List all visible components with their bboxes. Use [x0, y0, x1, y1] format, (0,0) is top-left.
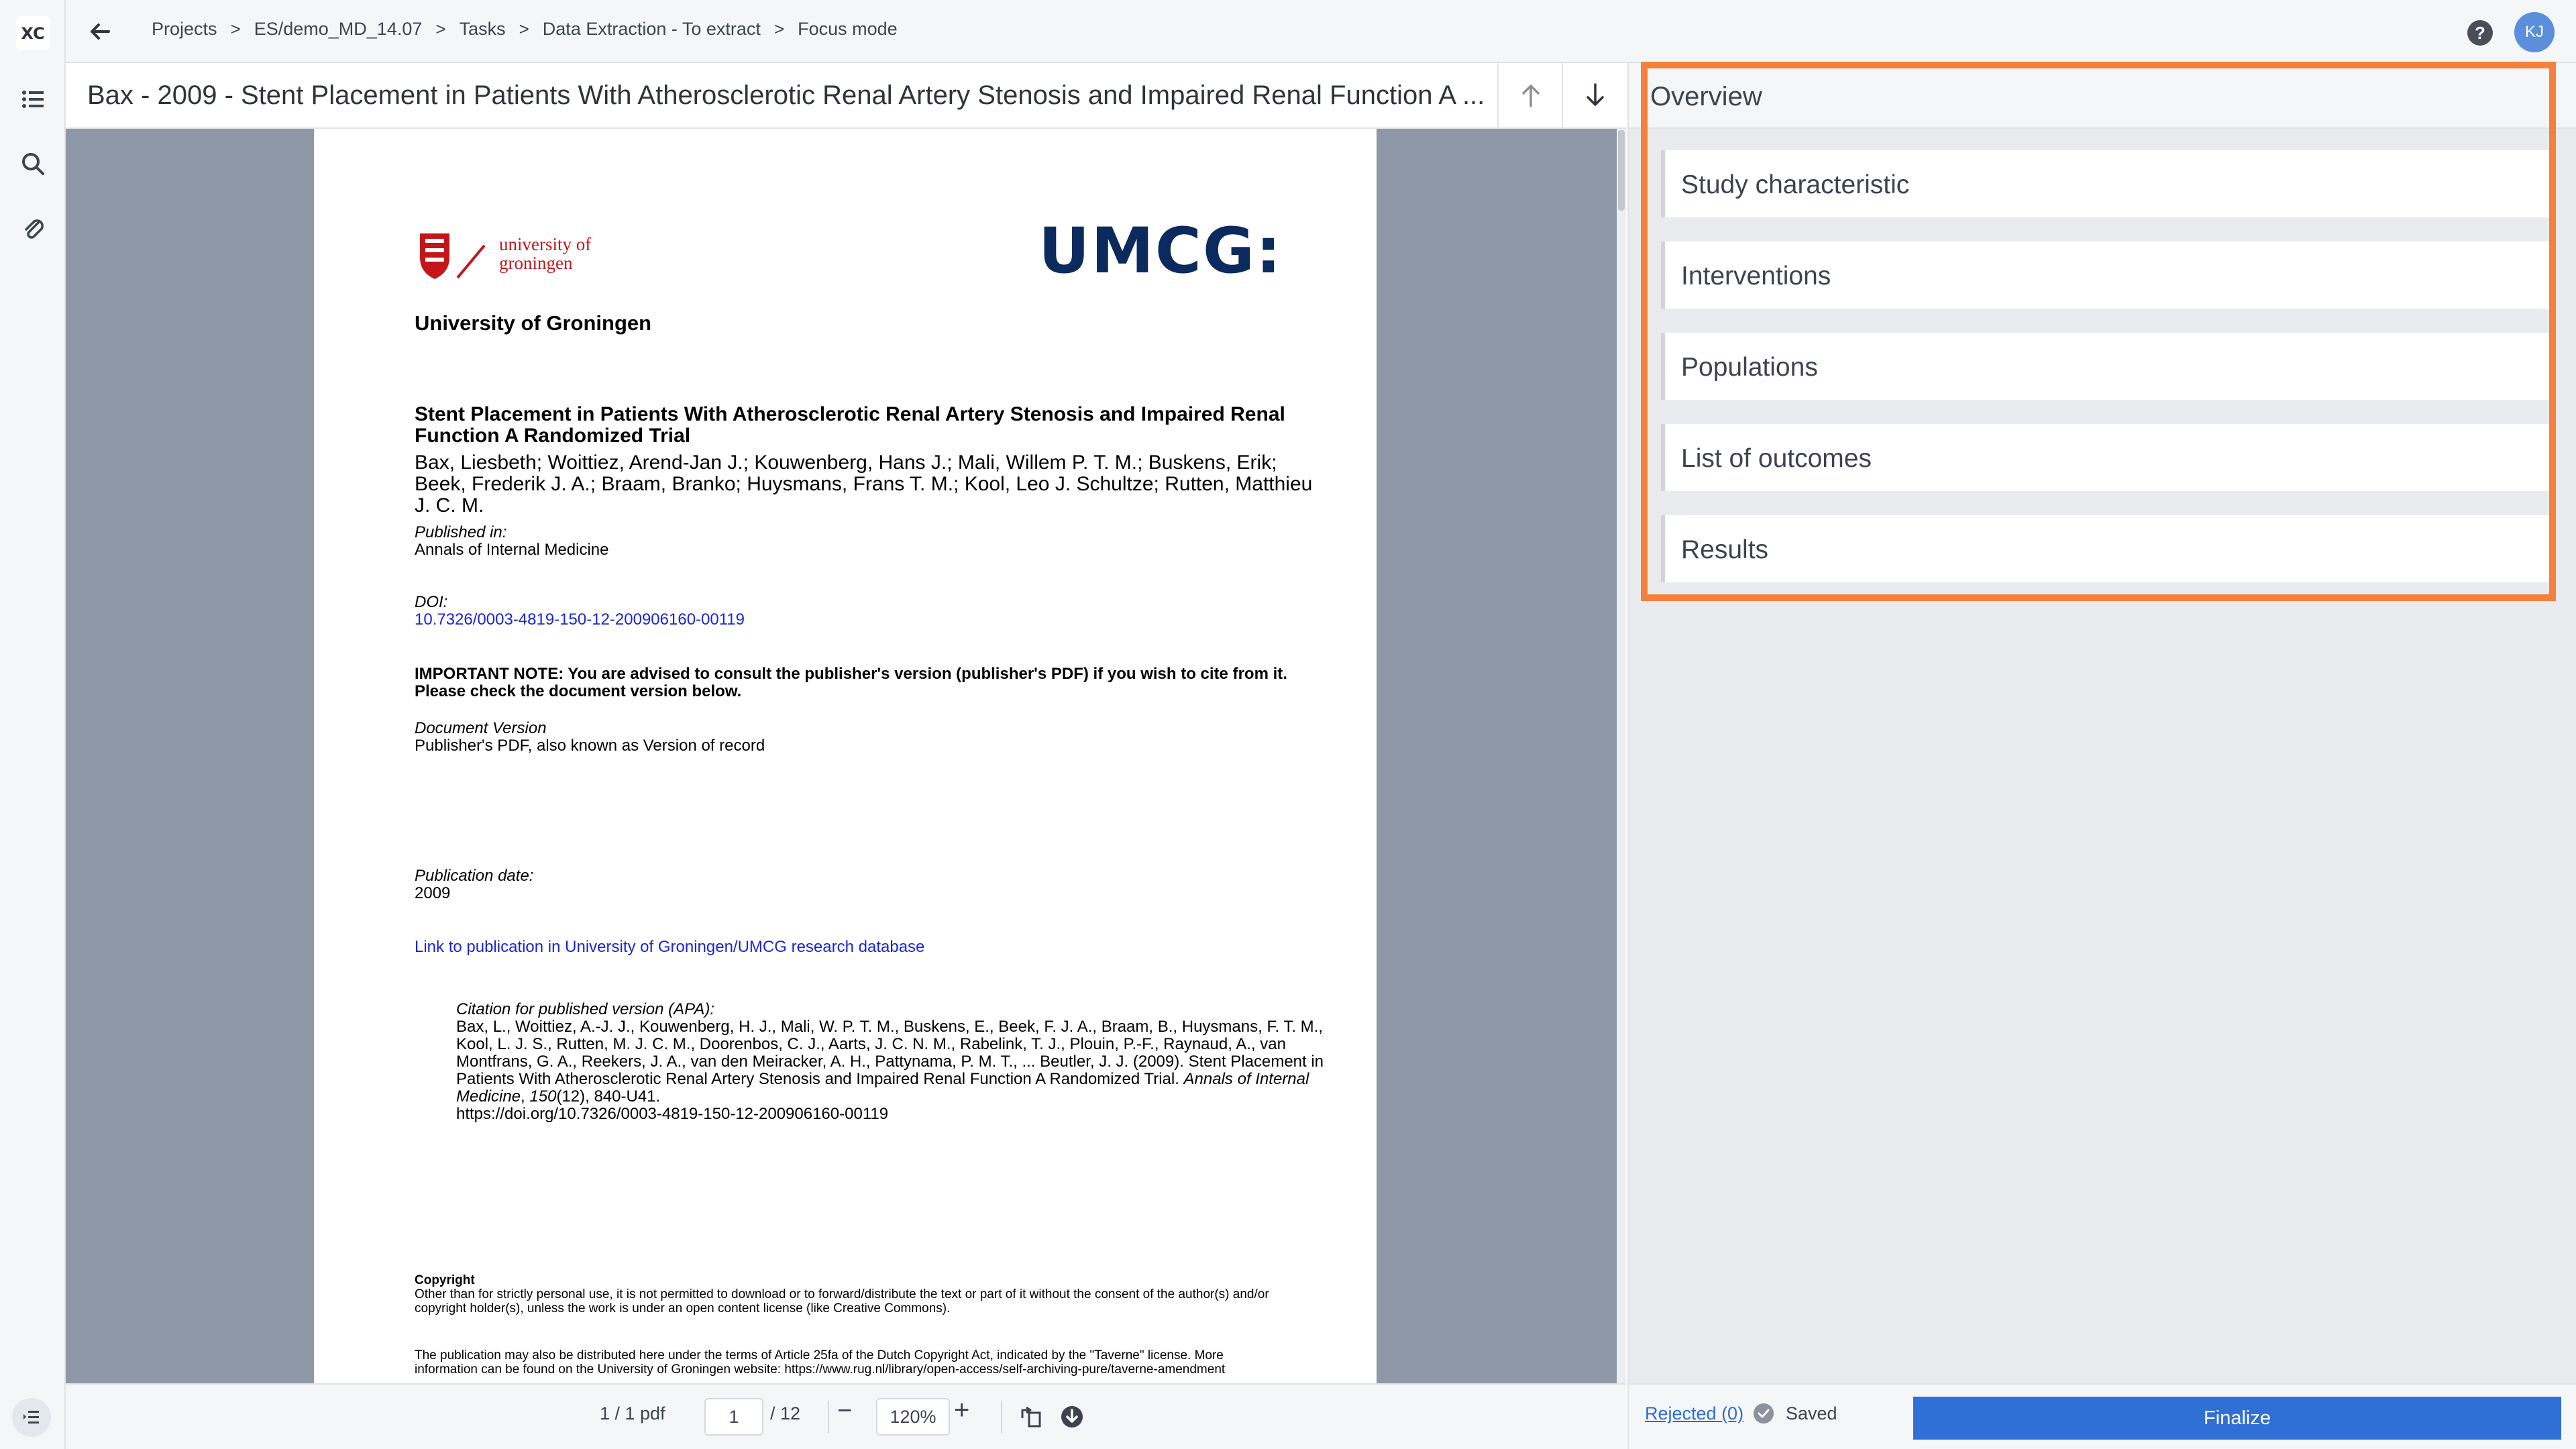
overview-item-label: List of outcomes	[1681, 444, 1872, 473]
paperclip-icon[interactable]	[18, 213, 48, 243]
arrow-up-icon	[1517, 80, 1544, 110]
help-icon[interactable]: ?	[2467, 20, 2493, 46]
page-total: / 12	[770, 1403, 801, 1424]
pdf-database-link[interactable]: Link to publication in University of Groningen/UMCG research database	[415, 938, 925, 956]
left-rail	[0, 0, 66, 1449]
overview-header	[1629, 63, 2576, 129]
overview-item-study-characteristic[interactable]	[1661, 150, 2553, 217]
overview-title: Overview	[1650, 82, 1762, 111]
chevron-right-icon: >	[230, 19, 241, 39]
pdf-page	[314, 129, 1377, 1383]
breadcrumb-task[interactable]: Data Extraction - To extract	[542, 19, 761, 39]
overview-item-label: Interventions	[1681, 262, 1831, 290]
pdf-authors: Bax, Liesbeth; Woittiez, Arend-Jan J.; Kouwenberg, Hans J.; Mali, Willem P. T. M.; Buskens, Erik; Beek, Frederik J. A.; Braam, Branko; Huysmans, Frans T. M.; Kool, Leo J. Schultze; Rutten, Matthieu J. C. M.	[415, 451, 1313, 517]
rotate-icon[interactable]	[1017, 1402, 1046, 1432]
previous-document-button[interactable]	[1497, 63, 1562, 127]
page-number-input[interactable]: 1	[704, 1398, 763, 1436]
breadcrumb	[152, 19, 898, 40]
file-count: 1 / 1 pdf	[600, 1403, 665, 1424]
pdf-university: University of Groningen	[415, 311, 652, 335]
outline-toggle-button[interactable]	[12, 1398, 51, 1437]
overview-item-label: Results	[1681, 535, 1769, 564]
viewer-scrollbar[interactable]	[1617, 129, 1626, 1383]
back-arrow-icon[interactable]	[85, 16, 115, 47]
overview-item-list-of-outcomes[interactable]	[1661, 424, 2553, 491]
action-footer	[1627, 1383, 2576, 1449]
breadcrumb-projects[interactable]: Projects	[152, 19, 217, 39]
finalize-button[interactable]: Finalize	[1913, 1397, 2561, 1440]
zoom-in-button[interactable]: +	[954, 1395, 970, 1425]
list-icon[interactable]	[18, 85, 48, 114]
viewer-scrollbar-thumb[interactable]	[1618, 130, 1625, 211]
search-icon[interactable]	[18, 149, 48, 178]
pdf-doi-label: DOI:	[415, 593, 448, 611]
pdf-taverne: The publication may also be distributed here under the terms of Article 25fa of the Dutch Copyright Act, indicated by the "Taverne" license. More information can be found on the University of Groningen website: https://www.rug.nl/library/open-access/self-archiving-pure/taverne-amendment	[415, 1348, 1226, 1377]
chevron-right-icon: >	[519, 19, 529, 39]
overview-item-interventions[interactable]	[1661, 241, 2553, 309]
saved-status: Saved	[1786, 1403, 1837, 1424]
breadcrumb-current: Focus mode	[798, 19, 898, 39]
pdf-citation: Citation for published version (APA): Bax, L., Woittiez, A.-J. J., Kouwenberg, H. J., Mali, W. P. T. M., Buskens, E., Beek, F. J. A., Braam, B., Huysmans, F. T. M., Kool, L. J. S., Rutten, M. J. C. M., Doorenbos, C. J., Aarts, J. C. N. M., Rabelink, T. J., Plouin, P.-F., Raynaud, A., van Montfrans, G. A., Reekers, J. A., van den Meiracker, A. H., Pattynama, P. M. T., ... Beutler, J. J. (2009). Stent Placement in Patients With Atherosclerotic Renal Artery Stenosis and Impaired Renal Function A Randomized Trial. Annals of Internal Medicine, 150(12), 840-U41. https://doi.org/10.7326/0003-4819-150-12-200906160-00119	[456, 1000, 1324, 1123]
overview-item-results[interactable]	[1661, 515, 2553, 582]
next-document-button[interactable]	[1562, 63, 1626, 127]
zoom-out-button[interactable]: −	[837, 1397, 853, 1425]
outline-icon	[21, 1407, 42, 1428]
toolbar-divider	[828, 1401, 829, 1433]
pdf-version-label: Document Version	[415, 719, 547, 737]
pdf-published-value: Annals of Internal Medicine	[415, 541, 609, 559]
chevron-right-icon: >	[773, 19, 785, 39]
pdf-copyright: Copyright Other than for strictly personal use, it is not permitted to download or to forward/distribute the text or part of it without the consent of the author(s) and/or copyright holder(s), unless the work is under an open content license (like Creative Commons).	[415, 1273, 1269, 1316]
overview-item-populations[interactable]	[1661, 333, 2553, 400]
viewer-toolbar	[66, 1383, 1626, 1449]
download-icon[interactable]	[1057, 1402, 1087, 1432]
pdf-important-note: IMPORTANT NOTE: You are advised to consult the publisher's version (publisher's PDF) if you wish to cite from it. Please check the document version below.	[415, 665, 1287, 700]
overview-item-label: Study characteristic	[1681, 170, 1910, 199]
university-wordmark: university of groningen	[499, 234, 592, 273]
rejected-link[interactable]: Rejected (0)	[1645, 1403, 1744, 1424]
chevron-right-icon: >	[435, 19, 446, 39]
pdf-viewer[interactable]	[66, 129, 1626, 1383]
arrow-down-icon	[1582, 80, 1609, 110]
pdf-paper-title: Stent Placement in Patients With Atherosclerotic Renal Artery Stenosis and Impaired Renal Function A Randomized Trial	[415, 403, 1285, 447]
top-bar	[66, 0, 2576, 63]
zoom-level-input[interactable]: 120%	[876, 1398, 950, 1436]
pdf-pubdate-value: 2009	[415, 884, 451, 902]
pdf-published-label: Published in:	[415, 523, 507, 541]
check-circle-icon	[1754, 1403, 1774, 1424]
toolbar-divider	[1001, 1401, 1002, 1433]
breadcrumb-project[interactable]: ES/demo_MD_14.07	[254, 19, 423, 39]
document-header	[66, 63, 1626, 129]
document-title: Bax - 2009 - Stent Placement in Patients With Atherosclerotic Renal Artery Stenosis and Impaired Renal Function A ...	[87, 80, 1485, 110]
overview-panel	[1627, 63, 2576, 1383]
umcg-logo: UMCG:	[1038, 215, 1283, 288]
pdf-version-value: Publisher's PDF, also known as Version of record	[415, 737, 765, 755]
breadcrumb-tasks[interactable]: Tasks	[459, 19, 506, 39]
avatar[interactable]: KJ	[2514, 12, 2555, 52]
app-logo-icon[interactable]	[15, 15, 51, 51]
pdf-pubdate-label: Publication date:	[415, 867, 534, 885]
pdf-doi-link[interactable]: 10.7326/0003-4819-150-12-200906160-00119	[415, 610, 745, 629]
overview-item-label: Populations	[1681, 353, 1818, 382]
svg-text:XC: XC	[21, 24, 45, 43]
